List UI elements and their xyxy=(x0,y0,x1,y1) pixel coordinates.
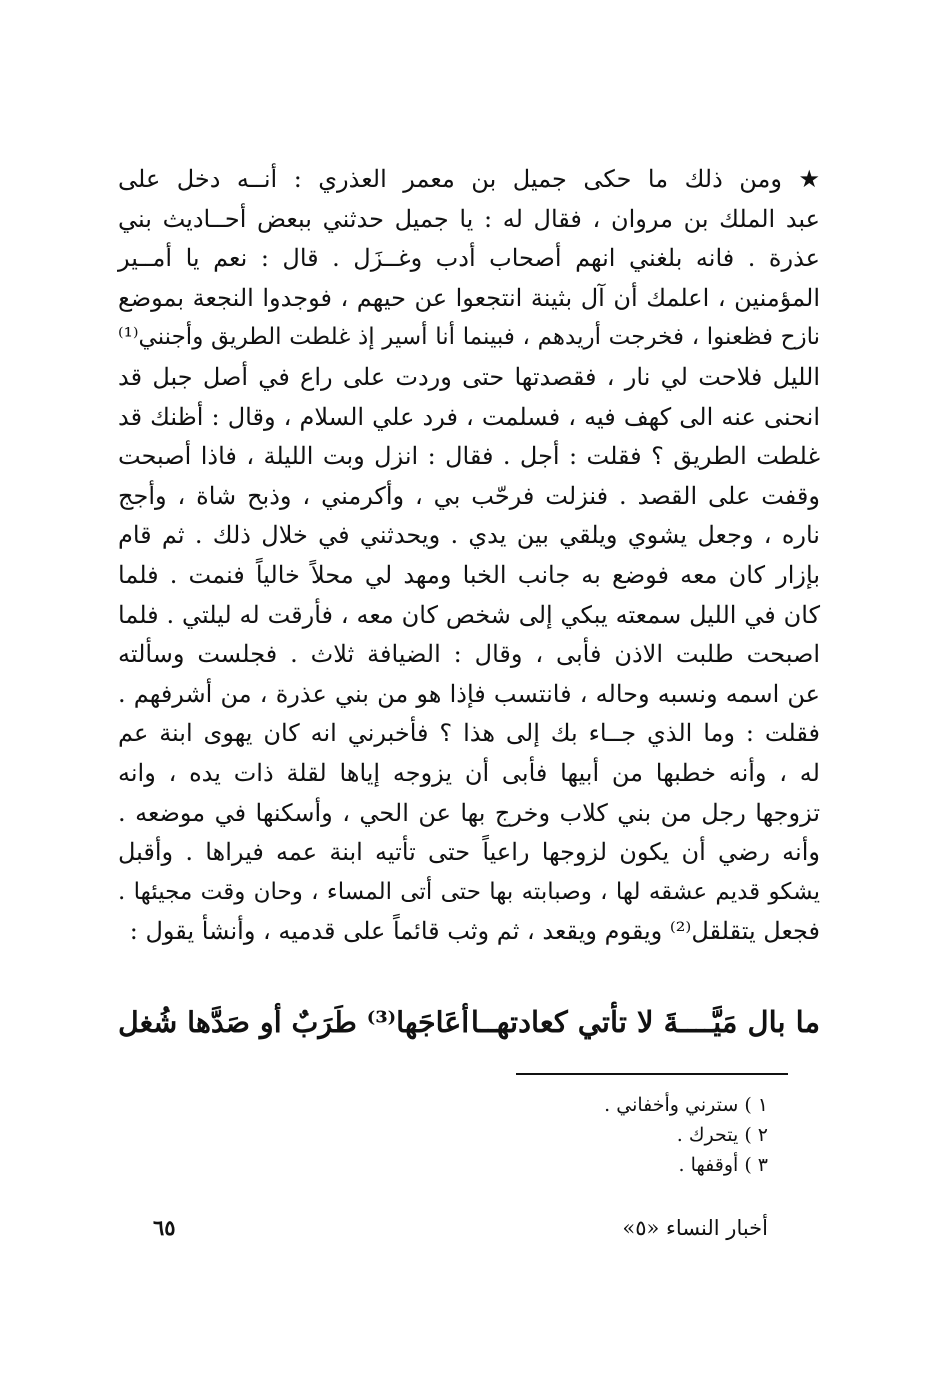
text-line: يشكو قديم عشقه لها ، وصبابته بها حتى أتى المساء ، وحان وقت مجيئها . xyxy=(118,878,820,905)
verse-second-hemistich: أعَاجَها⁽³⁾ طَرَبٌ أو صَدَّها شُغل xyxy=(118,1005,470,1039)
text-line: ناره ، وجعل يشوي ويلقي بين يدي . ويحدثني في خلال ذلك . ثم قام xyxy=(118,521,820,550)
body-text xyxy=(118,160,820,952)
footnote: ١ ) سترني وأخفاني . xyxy=(604,1094,768,1116)
text-line: انحنى عنه الى كهف فيه ، فسلمت ، فرد علي السلام ، وقال : أظنك قد xyxy=(118,402,820,431)
text-line: له ، وأنه خطبها من أبيها فأبى أن يزوجه إياها لقلة ذات يده ، وانه xyxy=(118,758,820,787)
text-line: بإزار كان معه فوضع به جانب الخبا ومهد لي محلاً خالياً فنمت . فلما xyxy=(118,560,820,589)
footnotes xyxy=(500,1090,768,1180)
poem-verse xyxy=(118,992,820,1052)
text-line: عبد الملك بن مروان ، فقال له : يا جميل حدثني ببعض أحــاديث بني xyxy=(118,204,820,233)
text-line: ★ ومن ذلك ما حكى جميل بن معمر العذري : أنــه دخل على xyxy=(118,165,820,193)
running-title: أخبار النساء «٥» xyxy=(622,1216,768,1240)
text-line: فقلت : وما الذي جــاء بك إلى هذا ؟ فأخبرني انه كان يهوى ابنة عم xyxy=(118,719,820,748)
text-line: وأنه رضي أن يكون لزوجها راعياً حتى تأتيه ابنة عمه فيراها . وأقبل xyxy=(118,838,820,867)
footnote: ٢ ) يتحرك . xyxy=(676,1124,768,1146)
text-line: كان في الليل سمعته يبكي إلى شخص كان معه ، فأرقت له ليلتي . فلما xyxy=(118,600,820,629)
text-line: اصبحت طلبت الاذن فأبى ، وقال : الضيافة ثلاث . فجلست وسألته xyxy=(118,640,820,669)
text-line: نازح فظعنوا ، فخرجت أريدهم ، فبينما أنا أسير إذ غلطت الطريق وأجنني⁽¹⁾ xyxy=(118,324,820,351)
page-footer xyxy=(118,1208,768,1248)
text-line: عذرة . فانه بلغني انهم أصحاب أدب وغــزَل . قال : نعم يا أمــير xyxy=(118,244,820,273)
verse-first-hemistich: ما بال مَيَّــــةَ لا تأتي كعادتهــا xyxy=(470,1005,820,1039)
page-number: ٦٥ xyxy=(153,1215,176,1240)
footnote-divider xyxy=(516,1073,788,1075)
text-line: وقفت على القصد . فنزلت فرحّب بي ، وأكرمني ، وذبح شاة ، وأجج xyxy=(118,481,820,510)
text-line: تزوجها رجل من بني كلاب وخرج بها عن الحي ، وأسكنها في موضعه . xyxy=(118,798,820,827)
footnote: ٣ ) أوقفها . xyxy=(678,1154,768,1176)
text-line: فجعل يتقلقل⁽²⁾ ويقوم ويقعد ، ثم وثب قائماً على قدميه ، وأنشأ يقول : xyxy=(129,917,820,946)
text-line: عن اسمه ونسبه وحاله ، فانتسب فإذا هو من بني عذرة ، من أشرفهم . xyxy=(118,679,821,708)
text-line: المؤمنين ، اعلمك أن آل بثينة انتجعوا عن حيهم ، فوجدوا النجعة بموضع xyxy=(118,283,820,312)
text-line: غلطت الطريق ؟ فقلت : أجل . فقال : انزل وبت الليلة ، فاذا أصبحت xyxy=(118,442,820,471)
text-line: الليل فلاحت لي نار ، فقصدتها حتى وردت على راع في أصل جبل قد xyxy=(118,362,820,391)
